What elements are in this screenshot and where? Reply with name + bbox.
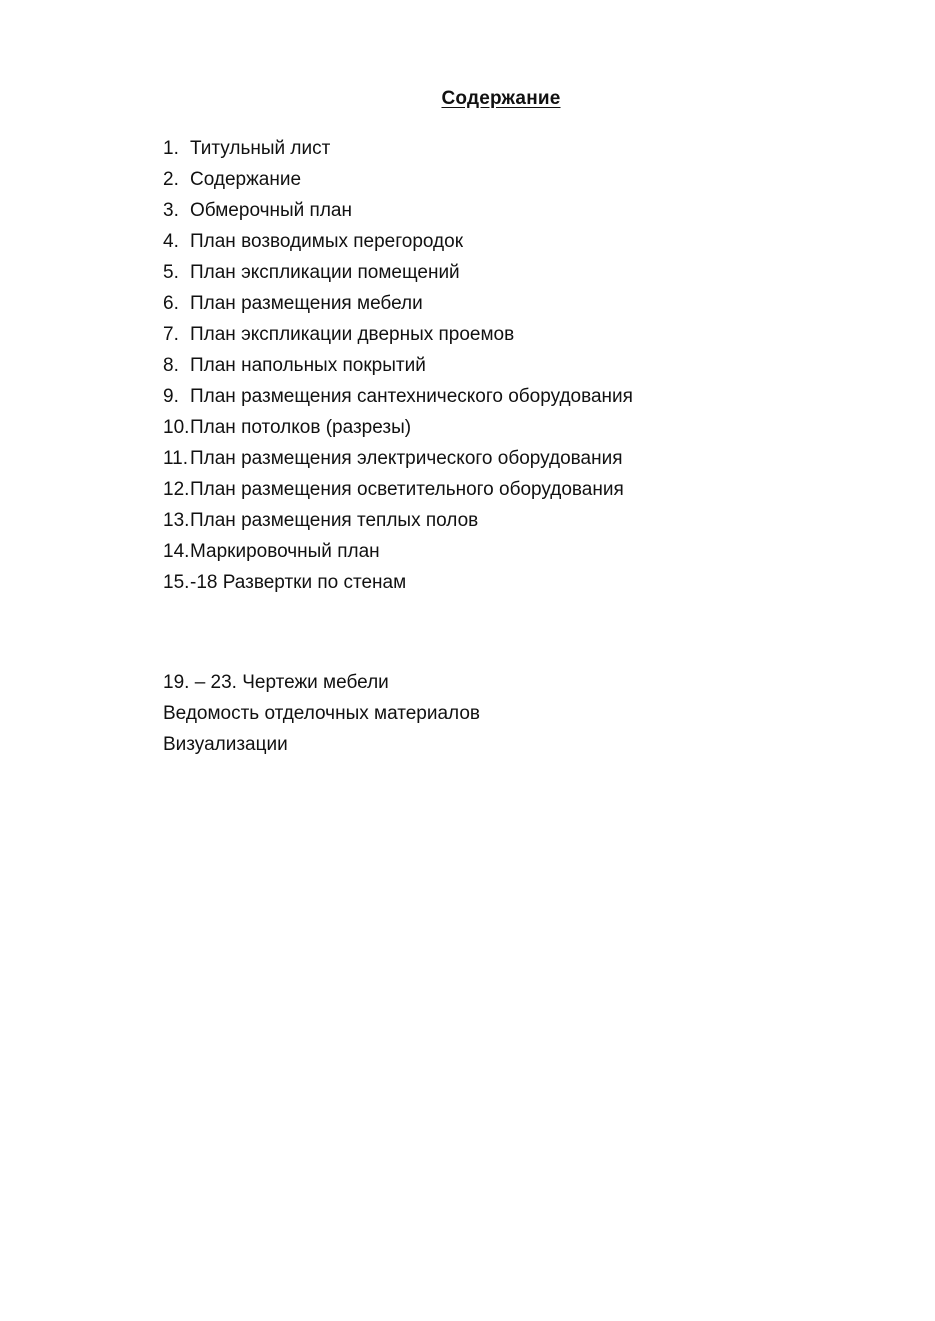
toc-item-text: План экспликации помещений <box>190 262 460 283</box>
section-visualizations: Визуализации <box>163 734 288 755</box>
toc-item <box>163 260 803 286</box>
toc-item <box>163 446 803 472</box>
toc-item <box>163 167 803 193</box>
toc-item-number: 1. <box>163 138 179 159</box>
toc-item-number: 3. <box>163 200 179 221</box>
toc-item-text: План размещения сантехнического оборудования <box>190 386 633 407</box>
toc-item-text: -18 Развертки по стенам <box>190 572 407 593</box>
toc-item <box>163 229 803 255</box>
toc-item <box>163 570 803 596</box>
toc-item-text: Маркировочный план <box>190 541 380 562</box>
toc-item-number: 7. <box>163 324 179 345</box>
toc-item-text: Титульный лист <box>190 138 331 159</box>
section-finishing-materials: Ведомость отделочных материалов <box>163 703 480 724</box>
toc-item <box>163 539 803 565</box>
toc-item-text: План размещения мебели <box>190 293 423 314</box>
toc-item <box>163 508 803 534</box>
toc-item-text: План размещения теплых полов <box>190 510 479 531</box>
toc-item-number: 10. <box>163 417 190 438</box>
additional-sections <box>163 670 480 763</box>
toc-item-text: План экспликации дверных проемов <box>190 324 515 345</box>
toc-item <box>163 291 803 317</box>
toc-item-number: 9. <box>163 386 179 407</box>
toc-item-text: План потолков (разрезы) <box>190 417 412 438</box>
section-furniture-drawings: 19. – 23. Чертежи мебели <box>163 672 389 693</box>
toc-item-number: 4. <box>163 231 179 252</box>
toc-item-number: 15. <box>163 572 190 593</box>
toc-item-number: 6. <box>163 293 179 314</box>
toc-item-number: 5. <box>163 262 179 283</box>
toc-item-number: 13. <box>163 510 190 531</box>
toc-item <box>163 353 803 379</box>
toc-item <box>163 477 803 503</box>
toc-item <box>163 136 803 162</box>
toc-item-number: 2. <box>163 169 179 190</box>
toc-item-text: План размещения электрического оборудования <box>190 448 623 469</box>
toc-item-text: План возводимых перегородок <box>190 231 464 252</box>
toc-item-number: 12. <box>163 479 190 500</box>
toc-item <box>163 415 803 441</box>
toc-item-text: План напольных покрытий <box>190 355 426 376</box>
document-title: Содержание <box>441 88 561 109</box>
toc-item-text: Содержание <box>190 169 302 190</box>
toc-item-text: Обмерочный план <box>190 200 352 221</box>
toc-item-number: 11. <box>163 448 189 469</box>
toc-item-text: План размещения осветительного оборудования <box>190 479 624 500</box>
toc-item <box>163 384 803 410</box>
toc-item <box>163 198 803 224</box>
toc-item <box>163 322 803 348</box>
table-of-contents <box>163 136 803 601</box>
toc-item-number: 8. <box>163 355 179 376</box>
toc-item-number: 14. <box>163 541 190 562</box>
